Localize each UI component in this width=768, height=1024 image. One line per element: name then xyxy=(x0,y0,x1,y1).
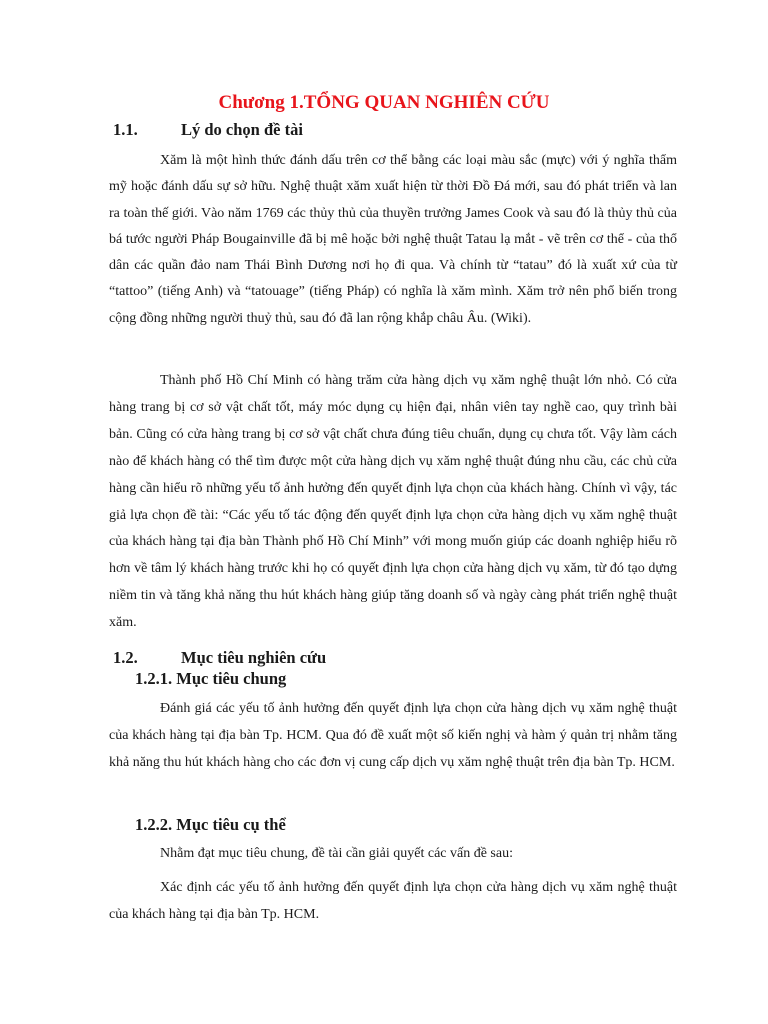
chapter-title: Chương 1.TỔNG QUAN NGHIÊN CỨU xyxy=(218,92,550,113)
section-number: 1.2. xyxy=(113,648,138,667)
paragraph-tattoo-history: Xăm là một hình thức đánh dấu trên cơ thể bằng các loại màu sắc (mực) với ý nghĩa thẩm mỹ hoặc đánh dấu sự sở hữu. Nghệ thuật xăm xuất hiện từ thời Đồ Đá mới, sau đó phát triển và lan ra toàn thế giới. Vào năm 1769 các thủy thủ của thuyền trưởng James Cook và sau đó là thủy thủ của bá tước người Pháp Bougainville đã bị mê hoặc bởi nghệ thuật Tatau lạ mắt - vẽ trên cơ thể - của thổ dân các quần đảo nam Thái Bình Dương nơi họ đi qua. Và chính từ “tatau” đó là xuất xứ của từ “tattoo” (tiếng Anh) và “tatouage” (tiếng Pháp) có nghĩa là xăm mình. Xăm trở nên phổ biến trong cộng đồng những người thuỷ thủ, sau đó đã lan rộng khắp châu Âu. (Wiki). xyxy=(109,153,677,326)
section-title: Mục tiêu nghiên cứu xyxy=(181,648,327,667)
paragraph-specific-intro: Nhằm đạt mục tiêu chung, đề tài cần giải quyết các vấn đề sau: xyxy=(160,846,513,861)
paragraph-hcm-tattoo-shops: Thành phố Hồ Chí Minh có hàng trăm cửa hàng dịch vụ xăm nghệ thuật lớn nhỏ. Có cửa hàng trang bị cơ sở vật chất tốt, máy móc dụng cụ hiện đại, nhân viên tay nghề cao, quy trình bài bản. Cũng có cửa hàng trang bị cơ sở vật chất chưa đúng tiêu chuẩn, dụng cụ chưa tốt. Vậy làm cách nào để khách hàng có thể tìm được một cửa hàng dịch vụ xăm nghệ thuật đúng nhu cầu, các chủ cửa hàng cần hiểu rõ những yếu tố ảnh hưởng đến quyết định lựa chọn của khách hàng. Chính vì vậy, tác giả lựa chọn đề tài: “Các yếu tố tác động đến quyết định lựa chọn cửa hàng dịch vụ xăm nghệ thuật của khách hàng tại địa bàn Thành phố Hồ Chí Minh” với mong muốn giúp các doanh nghiệp hiểu rõ hơn về tâm lý khách hàng trước khi họ có quyết định lựa chọn cửa hàng dịch vụ xăm, từ đó tạo dựng niềm tin và tăng khả năng thu hút khách hàng giúp tăng doanh số và ngày càng phát triển nghệ thuật xăm. xyxy=(109,373,677,631)
paragraph-general-objective: Đánh giá các yếu tố ảnh hưởng đến quyết định lựa chọn cửa hàng dịch vụ xăm nghệ thuật của khách hàng tại địa bàn Tp. HCM. Qua đó đề xuất một số kiến nghị và hàm ý quản trị nhằm tăng khả năng thu hút khách hàng cho các đơn vị cung cấp dịch vụ xăm nghệ thuật trên địa bàn Tp. HCM. xyxy=(109,701,677,770)
subsection-heading-1-2-2: 1.2.2. Mục tiêu cụ thể xyxy=(135,815,286,834)
section-heading-1-2 xyxy=(113,648,326,668)
paragraph-specific-objective: Xác định các yếu tố ảnh hưởng đến quyết định lựa chọn cửa hàng dịch vụ xăm nghệ thuật của khách hàng tại địa bàn Tp. HCM. xyxy=(109,880,677,922)
section-title: Lý do chọn đề tài xyxy=(181,120,303,139)
section-heading-1-1 xyxy=(113,120,303,140)
section-number: 1.1. xyxy=(113,120,138,139)
subsection-heading-1-2-1: 1.2.1. Mục tiêu chung xyxy=(135,669,287,688)
